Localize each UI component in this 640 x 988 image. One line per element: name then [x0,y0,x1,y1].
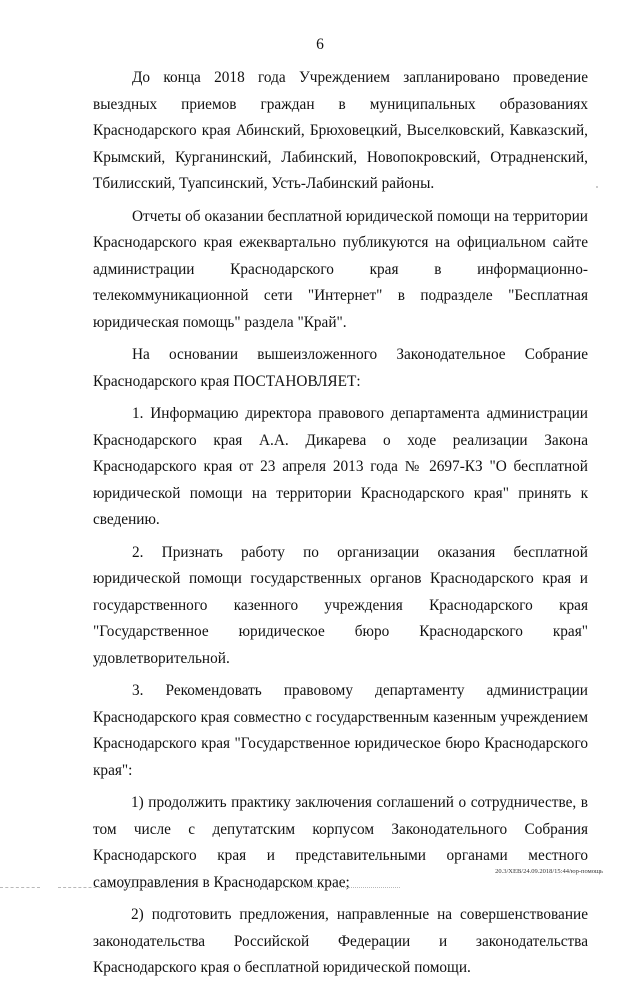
paragraph-item-1: 1. Информацию директора правового департамента администрации Краснодарского края А.А. Дикарева о ходе реализации Закона Краснодарского края от 23 апреля 2013 года № 2697-КЗ "О бесплатной юридической помощи на территории Краснодарского края" принять к сведению. [93,405,588,528]
paragraph-item-3: 3. Рекомендовать правовому департаменту администрации Краснодарского края совместно с государственным казенным учреждением Краснодарского края "Государственное юридическое бюро Краснодарского края": [93,682,588,779]
document-footer-code: 20.3/XEB/24.09.2018/15:44/юр-помощь [495,868,603,875]
paragraph-item-2: 2. Признать работу по организации оказания бесплатной юридической помощи государственных органов Краснодарского края и государственного казенного учреждения Краснодарского края "Государственное юридическое бюро Краснодарского края" удовлетворительной. [93,543,588,667]
scan-artifact-line [58,887,178,888]
page-number: 6 [316,36,324,53]
paragraph-subitem-1: 1) продолжить практику заключения соглашений о сотрудничестве, в том числе с депутатским корпусом Законодательного Собрания Краснодарского края и представительными органами местного самоуправления в Краснодарском крае; [93,794,588,891]
paragraph-reports-publication: Отчеты об оказании бесплатной юридической помощи на территории Краснодарского края ежеквартально публикуются на официальном сайте администрации Краснодарского края в информационно-телекоммуникационной сети "Интернет" в подразделе "Бесплатная юридическая помощь" раздела "Край". [93,207,588,331]
paragraph-subitem-2: 2) подготовить предложения, направленные на совершенствование законодательства Российской Федерации и законодательства Краснодарского края о бесплатной юридической помощи. [93,906,588,976]
paragraph-outreach-plan: До конца 2018 года Учреждением запланировано проведение выездных приемов граждан в муниципальных образованиях Краснодарского края Абинский, Брюховецкий, Выселковский, Кавказский, Крымский, Курганинский, Лабинский, Новопокровский, Отрадненский, Тбилисский, Туапсинский, Усть-Лабинский районы. [93,69,588,192]
scan-artifact-line [0,887,40,888]
paragraph-resolution-intro: На основании вышеизложенного Законодательное Собрание Краснодарского края ПОСТАНОВЛЯЕТ: [93,346,588,390]
scan-artifact-line [250,887,400,888]
document-body [93,65,588,988]
scan-artifact-speck [596,186,598,188]
